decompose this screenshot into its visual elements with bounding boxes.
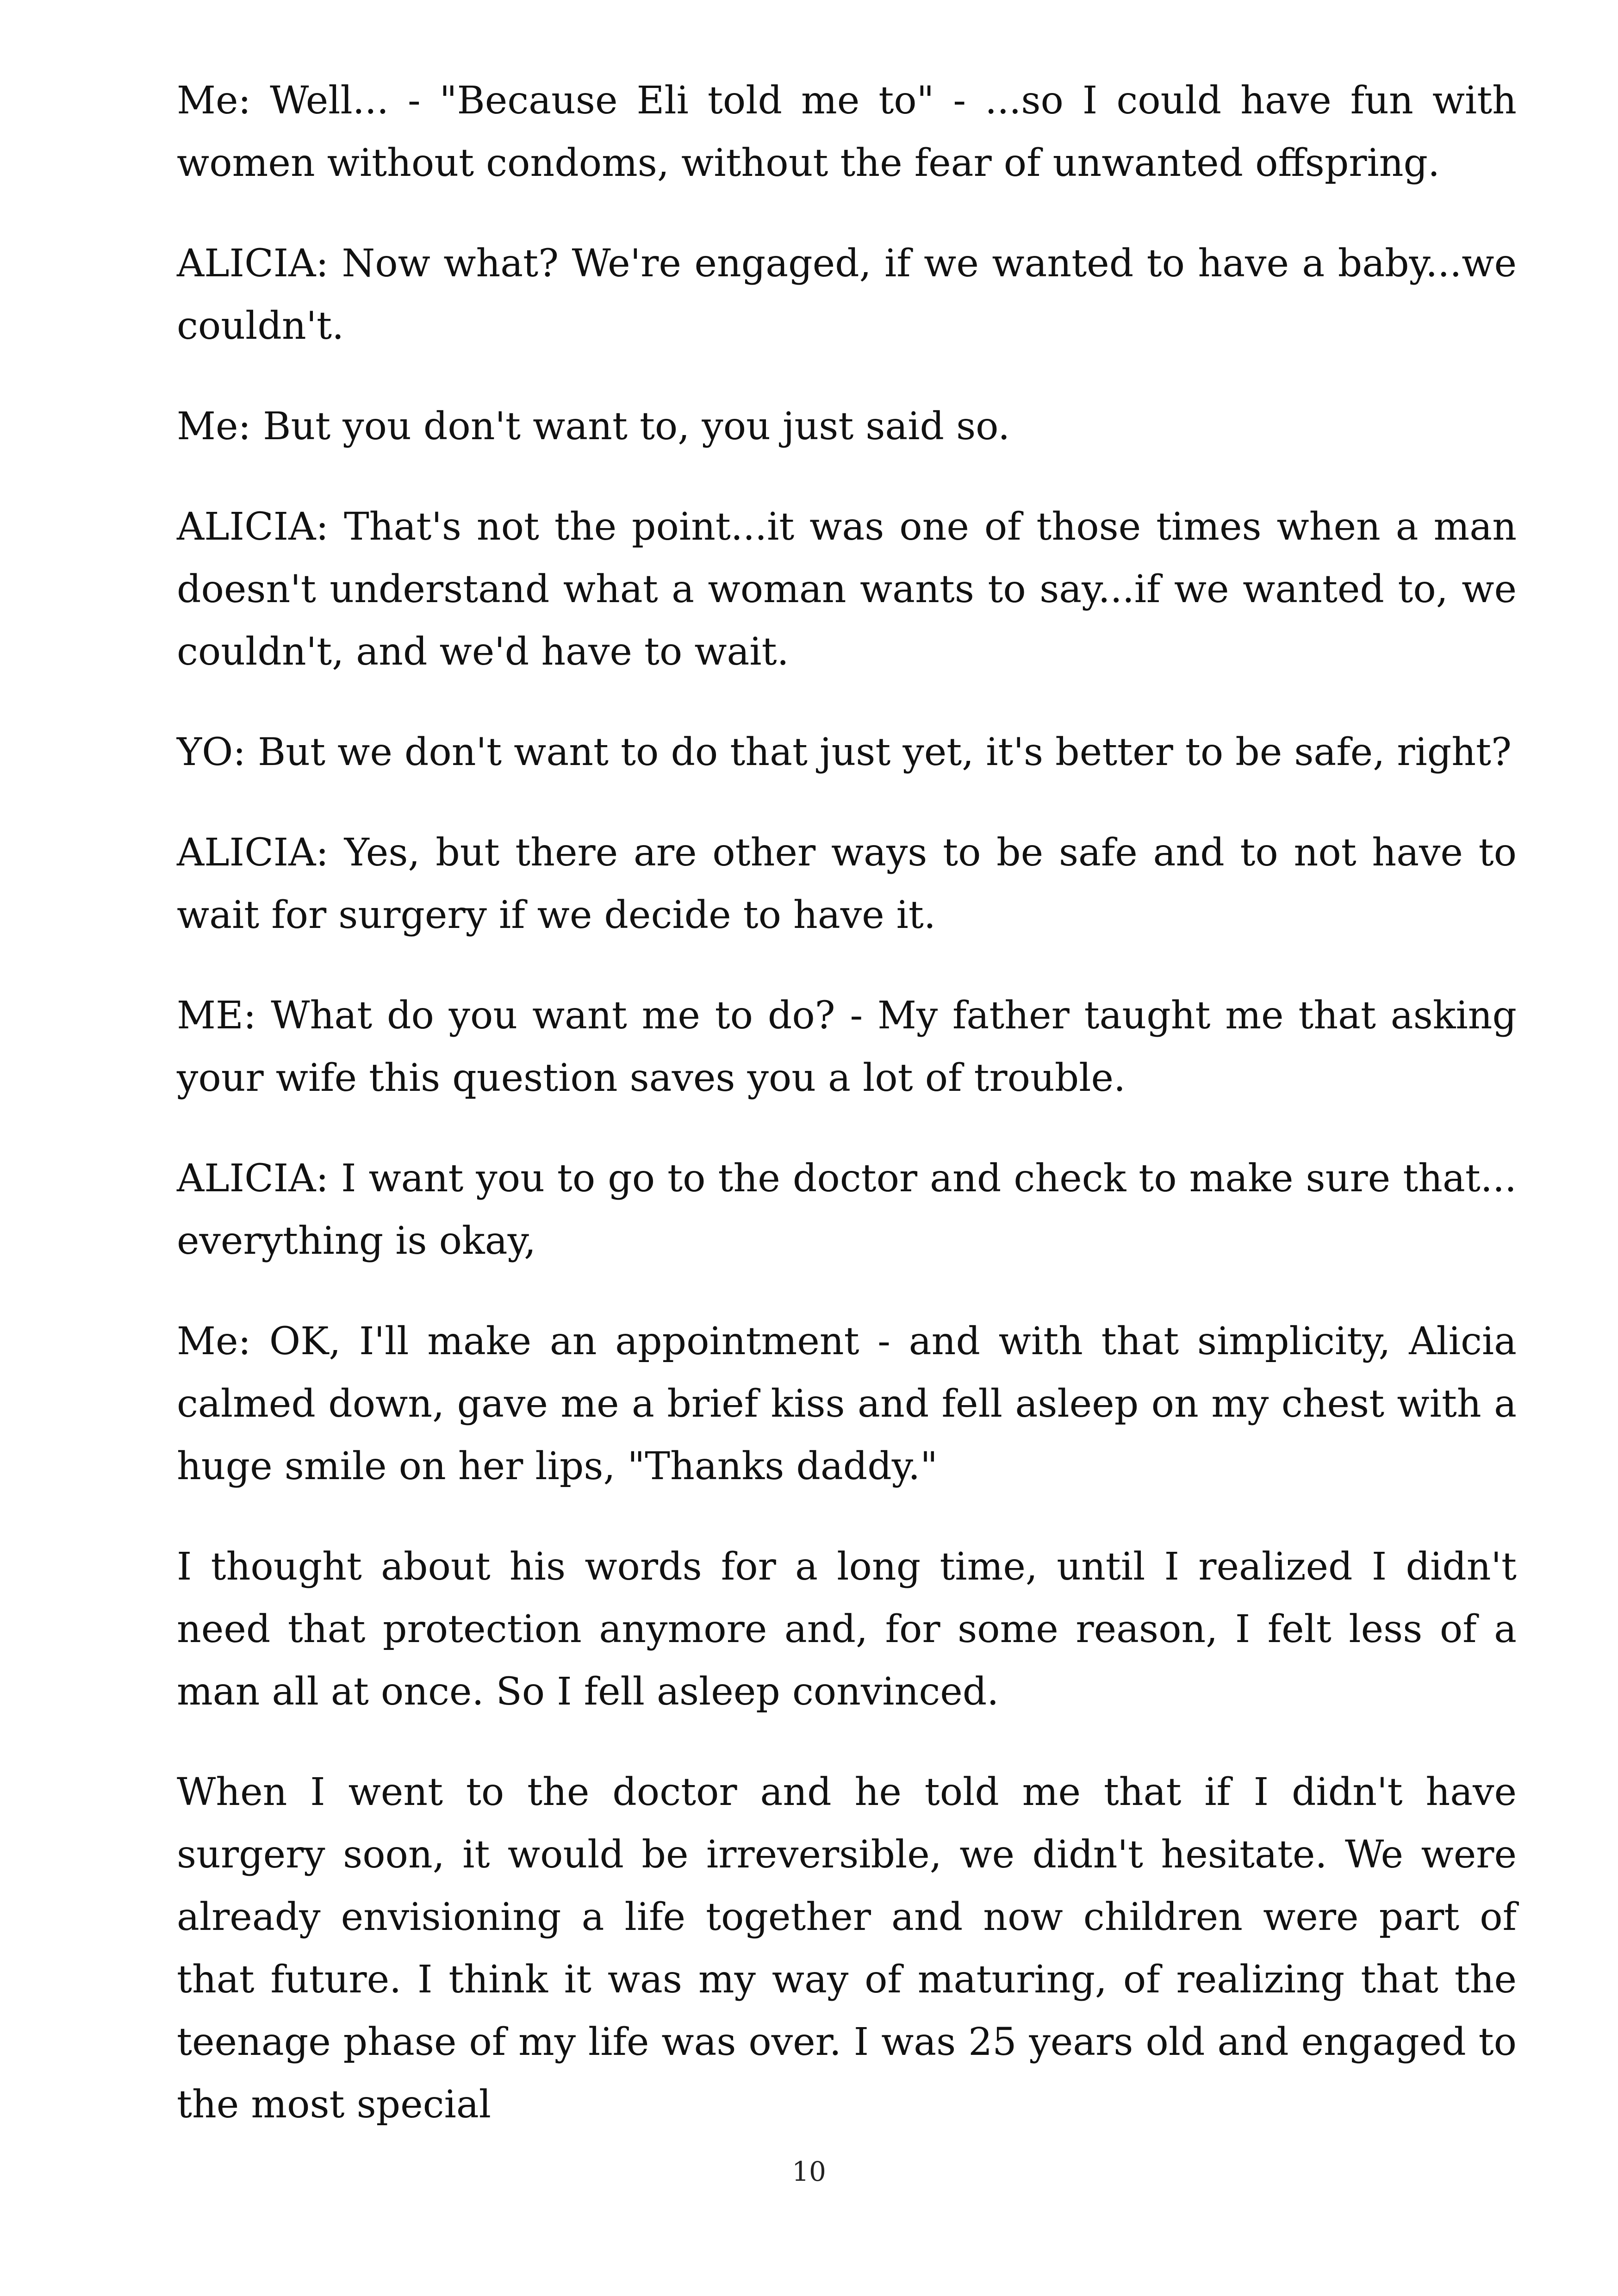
paragraph-10: I thought about his words for a long time, until I realized I didn't need that protection anymore and, for some reason, I felt less of a man all at once. So I fell asleep convinced. — [177, 1545, 1517, 1714]
paragraph-7: ME: What do you want me to do? - My father taught me that asking your wife this question saves you a lot of trouble. — [177, 994, 1517, 1100]
paragraph-5: YO: But we don't want to do that just yet, it's better to be safe, right? — [177, 730, 1512, 774]
paragraph-4: ALICIA: That's not the point...it was one of those times when a man doesn't understand what a woman wants to say...if we wanted to, we couldn't, and we'd have to wait. — [177, 505, 1517, 674]
paragraph-9: Me: OK, I'll make an appointment - and with that simplicity, Alicia calmed down, gave me a brief kiss and fell asleep on my chest with a huge smile on her lips, "Thanks daddy." — [177, 1319, 1517, 1488]
paragraph-11: When I went to the doctor and he told me that if I didn't have surgery soon, it would be irreversible, we didn't hesitate. We were already envisioning a life together and now children were part of that future. I think it was my way of maturing, of realizing that the teenage phase of my life was over. I was 25 years old and engaged to the most special — [177, 1770, 1517, 2127]
paragraph-2: ALICIA: Now what? We're engaged, if we wanted to have a baby...we couldn't. — [177, 242, 1517, 348]
page-number: 10 — [792, 2156, 826, 2187]
body-text — [177, 69, 1517, 2174]
paragraph-6: ALICIA: Yes, but there are other ways to be safe and to not have to wait for surgery if we decide to have it. — [177, 831, 1517, 937]
paragraph-1: Me: Well... - "Because Eli told me to" - ...so I could have fun with women without condoms, without the fear of unwanted offspring. — [177, 79, 1517, 185]
paragraph-3: Me: But you don't want to, you just said so. — [177, 404, 1010, 448]
paragraph-8: ALICIA: I want you to go to the doctor and check to make sure that... everything is okay, — [177, 1157, 1517, 1263]
